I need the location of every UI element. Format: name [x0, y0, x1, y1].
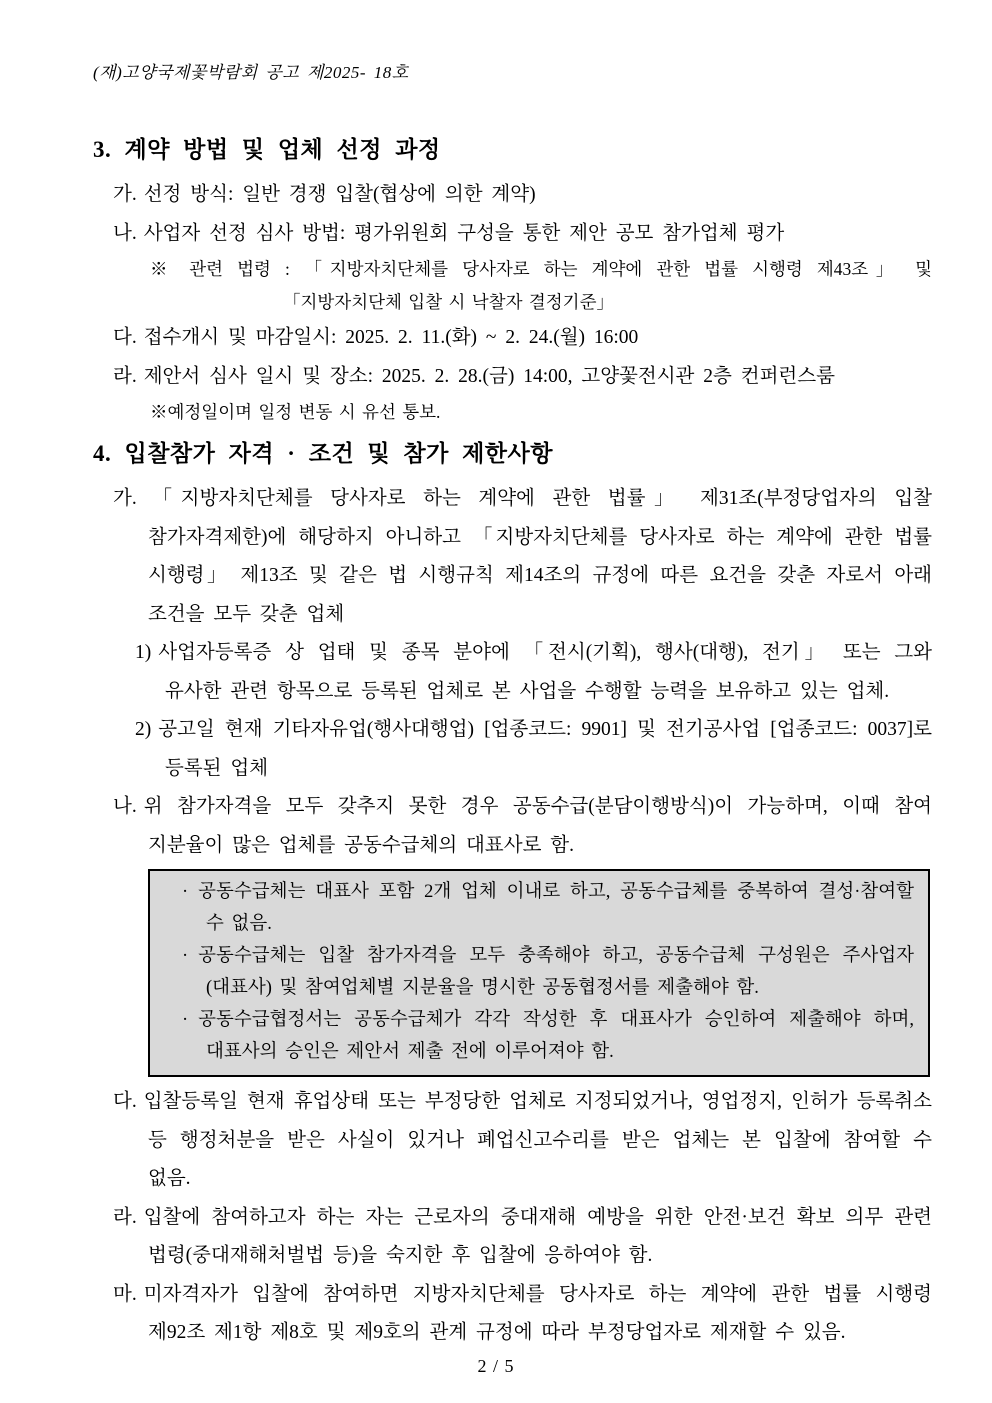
list-item-ga	[93, 480, 932, 634]
item-label: 2)	[135, 719, 152, 740]
doc-number: (재)고양국제꽃박람회 공고 제2025- 18호	[93, 63, 409, 82]
item-label: 나.	[113, 222, 137, 244]
item-label: 나.	[113, 796, 137, 817]
item-label: 1)	[135, 642, 152, 663]
item-label: 다.	[113, 1091, 137, 1112]
bullet-text: 공동수급체는 대표사 포함 2개 업체 이내로 하고, 공동수급체를 중복하여 결성·참여할 수 없음.	[198, 882, 914, 934]
notice-bullet	[162, 876, 914, 940]
schedule-note: ※예정일이며 일정 변동 시 유선 통보.	[150, 402, 441, 422]
notice-bullet	[162, 1004, 914, 1068]
section-3-items	[93, 176, 932, 429]
section-4	[93, 435, 932, 1353]
joint-supply-notice-box	[148, 869, 930, 1077]
list-subitem-1	[93, 634, 932, 711]
note-label: ※ 관련 법령 :	[150, 259, 290, 279]
list-item-na	[93, 788, 932, 865]
page-number: 2 / 5	[477, 1356, 515, 1376]
item-label: 라.	[113, 1206, 137, 1228]
notice-bullet	[162, 940, 914, 1004]
item-label: 다.	[113, 327, 137, 348]
item-text: 입찰에 참여하고자 하는 자는 근로자의 중대재해 예방을 위한 안전·보건 확보 의무 관련 법령(중대재해처벌법 등)을 숙지한 후 입찰에 응하여야 함.	[143, 1206, 932, 1266]
item-text: 사업자등록증 상 업태 및 종목 분야에 「전시(기획), 행사(대행), 전기」 또는 그와 유사한 관련 항목으로 등록된 업체로 본 사업을 수행할 능력을 보유하고 있는 업체.	[158, 642, 932, 702]
item-text: 사업자 선정 심사 방법: 평가위원회 구성을 통한 제안 공모 참가업체 평가	[143, 222, 785, 244]
item-text: 미자격자가 입찰에 참여하면 지방자치단체를 당사자로 하는 계약에 관한 법률 시행령 제92조 제1항 제8호 및 제9호의 관계 규정에 따라 부정당업자로 제재할 수 있음.	[143, 1283, 932, 1343]
item-label: 가.	[113, 184, 137, 205]
item-text: 「지방자치단체를 당사자로 하는 계약에 관한 법률」 제31조(부정당업자의 입찰 참가자격제한)에 해당하지 아니하고 「지방자치단체를 당사자로 하는 계약에 관한 법률 시행령」 제13조 및 같은 법 시행규칙 제14조의 규정에 따른 요건을 갖춘 자로서 아래 조건을 모두 갖춘 업체	[143, 488, 932, 625]
list-item-ga	[93, 176, 932, 215]
bullet-text: 공동수급체는 입찰 참가자격을 모두 충족해야 하고, 공동수급체 구성원은 주사업자(대표사) 및 참여업체별 지분율을 명시한 공동협정서를 제출해야 함.	[198, 946, 914, 998]
list-item-ma	[93, 1276, 932, 1353]
bullet-text: 공동수급협정서는 공동수급체가 각각 작성한 후 대표사가 승인하여 제출해야 하며, 대표사의 승인은 제안서 제출 전에 이루어져야 함.	[198, 1010, 914, 1062]
list-item-ra	[93, 358, 932, 397]
item-label: 마.	[113, 1283, 137, 1305]
section-3	[93, 131, 932, 429]
list-item-ra	[93, 1199, 932, 1276]
item-label: 가.	[113, 488, 137, 509]
bullet-icon: ·	[182, 946, 189, 966]
item-text: 선정 방식: 일반 경쟁 입찰(협상에 의한 계약)	[143, 184, 536, 205]
bullet-icon: ·	[182, 1010, 189, 1030]
item-text: 제안서 심사 일시 및 장소: 2025. 2. 28.(금) 14:00, 고양꽃전시관 2층 컨퍼런스룸	[143, 365, 835, 387]
item-text: 위 참가자격을 모두 갖추지 못한 경우 공동수급(분담이행방식)이 가능하며, 이때 참여 지분율이 많은 업체를 공동수급체의 대표사로 함.	[143, 796, 932, 856]
list-item-na	[93, 215, 932, 254]
section-4-title: 4. 입찰참가 자격 · 조건 및 참가 제한사항	[93, 441, 553, 466]
section-4-items	[93, 480, 932, 1353]
related-law-note	[93, 253, 932, 319]
section-3-title: 3. 계약 방법 및 업체 선정 과정	[93, 137, 441, 162]
list-item-da	[93, 319, 932, 358]
list-subitem-2	[93, 711, 932, 788]
bullet-icon: ·	[182, 882, 189, 902]
list-item-da	[93, 1083, 932, 1199]
item-text: 입찰등록일 현재 휴업상태 또는 부정당한 업체로 지정되었거나, 영업정지, 인허가 등록취소 등 행정처분을 받은 사실이 있거나 폐업신고수리를 받은 업체는 본 입찰에 참여할 수 없음.	[143, 1091, 932, 1189]
item-text: 접수개시 및 마감일시: 2025. 2. 11.(화) ~ 2. 24.(월) 16:00	[143, 327, 639, 348]
item-label: 라.	[113, 365, 137, 387]
note-text: 「지방자치단체를 당사자로 하는 계약에 관한 법률 시행령 제43조」 및 「지방자치단체 입찰 시 낙찰자 결정기준」	[283, 259, 933, 312]
item-text: 공고일 현재 기타자유업(행사대행업) [업종코드: 9901] 및 전기공사업 [업종코드: 0037]로 등록된 업체	[158, 719, 932, 779]
